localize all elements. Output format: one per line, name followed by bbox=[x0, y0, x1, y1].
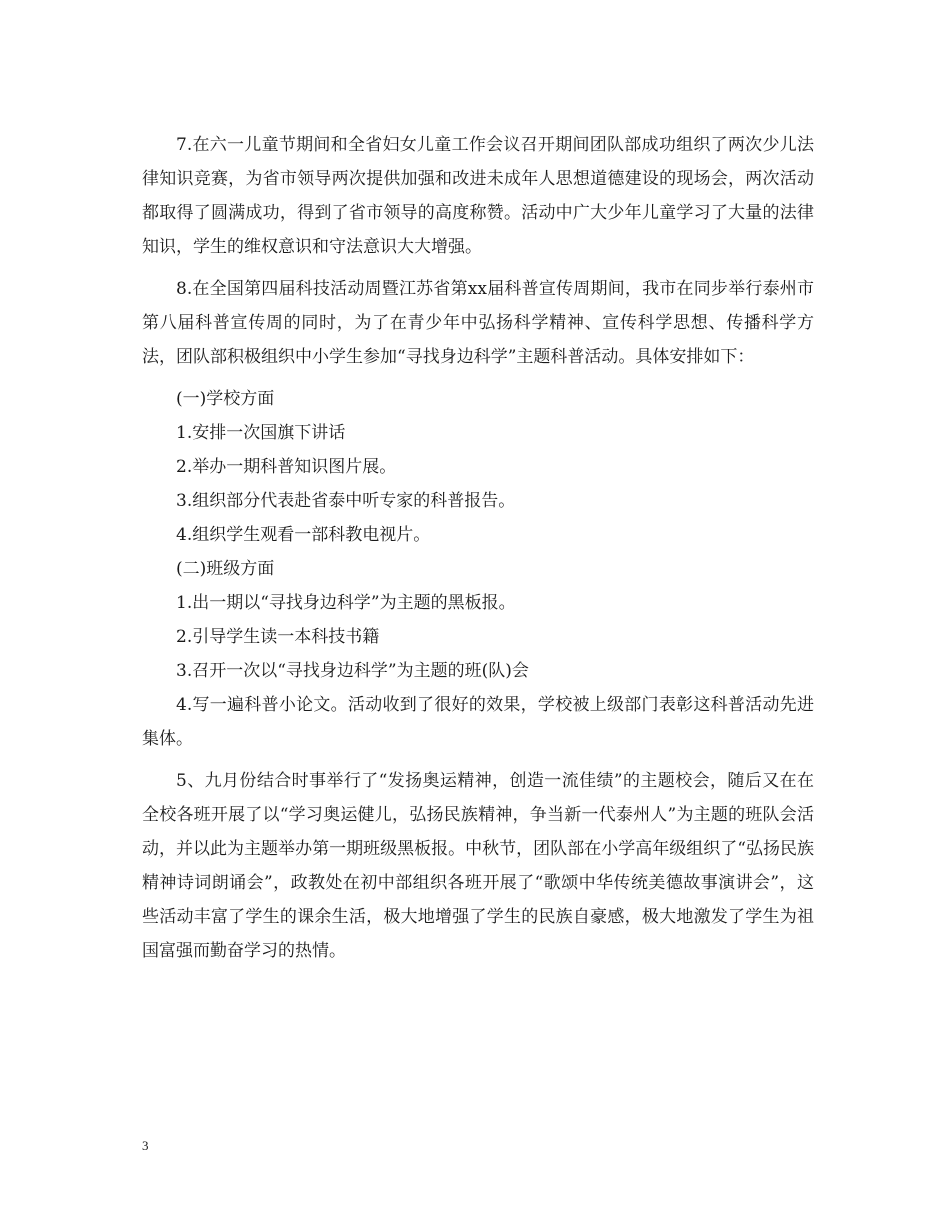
list-item: 2.引导学生读一本科技书籍 bbox=[176, 627, 380, 647]
section-heading-class: (二)班级方面 bbox=[176, 559, 275, 579]
paragraph-8: 8.在全国第四届科技活动周暨江苏省第xx届科普宣传周期间，我市在同步举行泰州市第八届科普宣传周的同时，为了在青少年中弘扬科学精神、宣传科学思想、传播科学方法，团队部积极组织中小学生参加“寻找身边科学”主题科普活动。具体安排如下： bbox=[142, 279, 814, 367]
list-item: 3.召开一次以“寻找身边科学”为主题的班(队)会 bbox=[176, 661, 529, 681]
paragraph-list-item-4: 4.写一遍科普小论文。活动收到了很好的效果，学校被上级部门表彰这科普活动先进集体。 bbox=[142, 695, 814, 749]
paragraph-7: 7.在六一儿童节期间和全省妇女儿童工作会议召开期间团队部成功组织了两次少儿法律知识竞赛，为省市领导两次提供加强和改进未成年人思想道德建设的现场会，两次活动都取得了圆满成功，得到了省市领导的高度称赞。活动中广大少年儿童学习了大量的法律知识，学生的维权意识和守法意识大大增强。 bbox=[142, 135, 814, 257]
list-item: 2.举办一期科普知识图片展。 bbox=[176, 457, 397, 477]
section-heading-school: (一)学校方面 bbox=[176, 389, 275, 409]
list-item: 1.安排一次国旗下讲话 bbox=[176, 423, 346, 443]
list-item: 4.组织学生观看一部科教电视片。 bbox=[176, 525, 431, 545]
document-body bbox=[142, 128, 814, 976]
list-item: 3.组织部分代表赴省泰中听专家的科普报告。 bbox=[176, 491, 516, 511]
list-item: 1.出一期以“寻找身边科学”为主题的黑板报。 bbox=[176, 593, 516, 613]
page-number: 3 bbox=[142, 1138, 149, 1153]
paragraph-5: 5、九月份结合时事举行了“发扬奥运精神，创造一流佳绩”的主题校会，随后又在在全校各班开展了以“学习奥运健儿，弘扬民族精神，争当新一代泰州人”为主题的班队会活动，并以此为主题举办第一期班级黑板报。中秋节，团队部在小学高年级组织了“弘扬民族精神诗词朗诵会”，政教处在初中部组织各班开展了“歌颂中华传统美德故事演讲会”，这些活动丰富了学生的课余生活，极大地增强了学生的民族自豪感，极大地激发了学生为祖国富强而勤奋学习的热情。 bbox=[142, 771, 814, 961]
